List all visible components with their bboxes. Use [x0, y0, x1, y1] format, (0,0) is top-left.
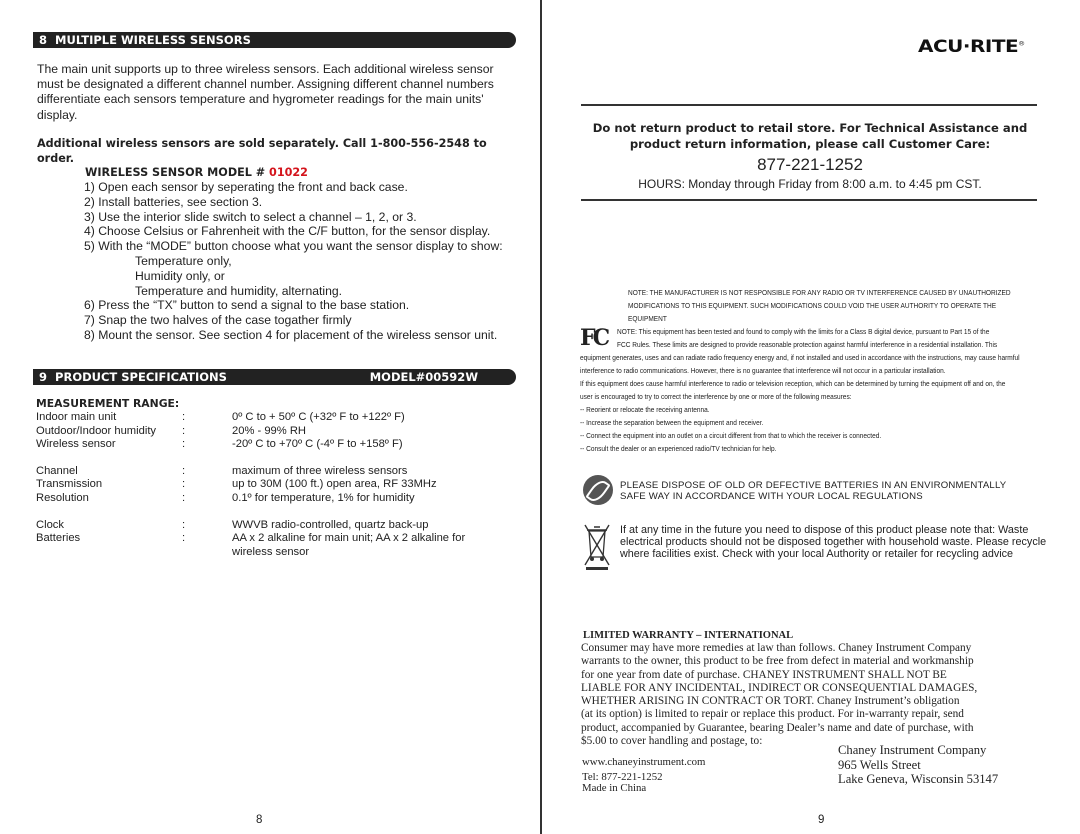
- contact-block: [582, 757, 705, 795]
- spec-colon: :: [182, 532, 186, 544]
- eco-leaf-icon: [583, 475, 613, 505]
- step-item: 3) Use the interior slide switch to select a channel – 1, 2, or 3.: [84, 209, 417, 224]
- spec-colon: :: [182, 411, 186, 423]
- fcc-line: interference to radio communications. However, there is no guarantee that interference will not occur in a particular installation.: [580, 366, 946, 375]
- battery-disposal-notice: [620, 480, 1006, 502]
- fcc-measure: -- Reorient or relocate the receiving antenna.: [580, 405, 710, 414]
- spec-row: [36, 438, 516, 452]
- section-title: PRODUCT SPECIFICATIONS: [55, 370, 227, 384]
- recycling-notice: If at any time in the future you need to dispose of this product please note that: Waste electrical products should not be disposed together with household waste. Please recycle where facilities exist. Check with your local Authority or retailer for recycling advice: [620, 524, 1047, 561]
- acurite-logo: [918, 36, 1025, 56]
- spec-value: 0.1º for temperature, 1% for humidity: [232, 492, 415, 504]
- telephone: Tel: 877-221-1252: [582, 770, 663, 783]
- support-line-2: product return information, please call Customer Care:: [629, 137, 991, 151]
- mailing-address: [838, 743, 998, 787]
- fcc-statement-cont: [580, 351, 1044, 455]
- fcc-line: equipment generates, uses and can radiate radio frequency energy and, if not installed and used in accordance with the instructions, may cause harmful: [580, 353, 1020, 362]
- spec-row: [36, 519, 516, 533]
- spec-colon: :: [182, 465, 186, 477]
- section-8-intro: The main unit supports up to three wireless sensors. Each additional wireless sensor must be designated a different channel number. Assigning different channel numbers differentiate each sensors temperature and hygrometer readings for the main units' display.: [37, 62, 494, 122]
- spec-label: Wireless sensor: [36, 438, 116, 450]
- top-rule: [581, 104, 1037, 106]
- spec-label: Indoor main unit: [36, 411, 117, 423]
- spec-row: [36, 411, 516, 425]
- order-note: [37, 137, 517, 181]
- customer-care-block: [580, 120, 1040, 191]
- section-9-header: [33, 369, 516, 385]
- spec-colon: :: [182, 492, 186, 504]
- measurement-range-title: MEASUREMENT RANGE:: [36, 397, 180, 410]
- step-item: 4) Choose Celsius or Fahrenheit with the C/F button, for the sensor display.: [84, 224, 491, 239]
- model-code: MODEL#00592W: [369, 370, 478, 384]
- spec-label: Transmission: [36, 478, 103, 490]
- street-address: 965 Wells Street: [838, 757, 921, 772]
- warranty-text: [581, 642, 1046, 748]
- dispose-line: SAFE WAY IN ACCORDANCE WITH YOUR LOCAL REGULATIONS: [620, 491, 923, 502]
- step-item: 8) Mount the sensor. See section 4 for placement of the wireless sensor unit.: [84, 327, 498, 342]
- section-title: MULTIPLE WIRELESS SENSORS: [55, 33, 251, 47]
- warranty-line: WHETHER ARISING IN CONTRACT OR TORT. Chaney Instrument’s obligation: [581, 695, 960, 708]
- website-url: www.chaneyinstrument.com: [582, 756, 706, 768]
- mode-option: Temperature only,: [135, 253, 232, 268]
- section-number: 9: [39, 370, 48, 384]
- spec-row: [36, 465, 516, 479]
- support-phone: 877-221-1252: [757, 155, 863, 174]
- spec-colon: :: [182, 478, 186, 490]
- spec-row: [36, 478, 516, 492]
- spec-label: Batteries: [36, 532, 81, 544]
- fcc-line: If this equipment does cause harmful interference to radio or television reception, which can be determined by turning the equipment off and on, the: [580, 379, 1006, 388]
- order-note-text: Additional wireless sensors are sold separately. Call 1-800-556-2548 to order.: [37, 137, 487, 165]
- dispose-line: PLEASE DISPOSE OF OLD OR DEFECTIVE BATTERIES IN AN ENVIRONMENTALLY: [620, 480, 1007, 491]
- warranty-line: warrants to the owner, this product to be free from defect in material and workmanship: [581, 655, 974, 668]
- support-hours: HOURS: Monday through Friday from 8:00 a.m. to 4:45 pm CST.: [638, 177, 982, 191]
- interference-note: NOTE: THE MANUFACTURER IS NOT RESPONSIBLE FOR ANY RADIO OR TV INTERFERENCE CAUSED BY UNAUTHORIZED MODIFICATIONS TO THIS EQUIPMENT. SUCH MODIFICATIONS COULD VOID THE USER AUTHORITY TO OPERATE THE EQUIPMENT: [628, 288, 1011, 323]
- city-state-zip: Lake Geneva, Wisconsin 53147: [838, 772, 999, 786]
- model-number: 01022: [269, 166, 308, 179]
- page-number-left: 8: [256, 814, 263, 826]
- registered-mark: ®: [1018, 40, 1025, 48]
- fcc-logo: FC: [580, 325, 608, 351]
- fcc-line: user is encouraged to try to correct the interference by one or more of the following measures:: [580, 392, 852, 401]
- fcc-line: FCC Rules. These limits are designed to provide reasonable protection against harmful interference in a residential installation. This: [617, 340, 998, 349]
- spec-value: up to 30M (100 ft.) open area, RF 33MHz: [232, 478, 437, 490]
- spec-colon: :: [182, 519, 186, 531]
- spec-value: AA x 2 alkaline for main unit; AA x 2 alkaline for wireless sensor: [232, 532, 466, 558]
- spec-label: Clock: [36, 519, 64, 531]
- section-number: 8: [39, 33, 48, 47]
- fcc-line: NOTE: This equipment has been tested and found to comply with the limits for a Class B digital device, pursuant to Part 15 of the: [617, 327, 990, 336]
- warranty-line: product, accompanied by Guarantee, bearing Dealer’s name and date of purchase, with: [581, 721, 974, 734]
- warranty-title: LIMITED WARRANTY – INTERNATIONAL: [583, 630, 794, 641]
- spec-label: Outdoor/Indoor humidity: [36, 425, 157, 437]
- warranty-line: Consumer may have more remedies at law than follows. Chaney Instrument Company: [581, 642, 972, 654]
- step-item: 1) Open each sensor by seperating the front and back case.: [84, 180, 408, 194]
- spec-row: [36, 425, 516, 439]
- section-8-header: [33, 32, 516, 48]
- spec-colon: :: [182, 425, 186, 437]
- spec-label: Resolution: [36, 492, 89, 504]
- spec-row: [36, 532, 516, 560]
- spec-value: WWVB radio-controlled, quartz back-up: [232, 519, 429, 531]
- spec-row: [36, 492, 516, 506]
- spec-value: maximum of three wireless sensors: [232, 465, 408, 477]
- fcc-measure: -- Consult the dealer or an experienced radio/TV technician for help.: [580, 444, 777, 453]
- page-divider: [540, 0, 542, 834]
- crossed-bin-icon: [583, 521, 611, 571]
- spec-value: 20% - 99% RH: [232, 425, 306, 437]
- model-label: WIRELESS SENSOR MODEL #: [85, 166, 270, 179]
- fcc-statement: [617, 325, 1047, 351]
- setup-steps: [84, 180, 524, 343]
- company-name: Chaney Instrument Company: [838, 743, 987, 757]
- warranty-line: for one year from date of purchase. CHANEY INSTRUMENT SHALL NOT BE: [581, 668, 947, 681]
- support-line-1: Do not return product to retail store. For Technical Assistance and: [592, 121, 1028, 135]
- warranty-line: LIABLE FOR ANY INCIDENTAL, INDIRECT OR CONSEQUENTIAL DAMAGES,: [581, 681, 978, 694]
- mode-option: Temperature and humidity, alternating.: [135, 283, 343, 298]
- bottom-rule: [581, 199, 1037, 201]
- warranty-line: (at its option) is limited to repair or replace this product. For in-warranty repair, send: [581, 708, 964, 721]
- step-item: 7) Snap the two halves of the case togather firmly: [84, 313, 352, 328]
- warranty-line: $5.00 to cover handling and postage, to:: [581, 735, 763, 748]
- fcc-measure: -- Increase the separation between the equipment and receiver.: [580, 418, 764, 427]
- step-item: 5) With the “MODE” button choose what you want the sensor display to show:: [84, 239, 503, 254]
- spec-value: 0º C to + 50º C (+32º F to +122º F): [232, 411, 405, 423]
- fcc-measure: -- Connect the equipment into an outlet on a circuit different from that to which the receiver is connected.: [580, 431, 882, 440]
- page-number-right: 9: [818, 814, 825, 826]
- spec-label: Channel: [36, 465, 78, 477]
- spec-value: -20º C to +70º C (-4º F to +158º F): [232, 438, 403, 450]
- mode-option: Humidity only, or: [135, 268, 225, 283]
- step-item: 6) Press the “TX” button to send a signal to the base station.: [84, 298, 410, 313]
- logo-text: ACU·RITE: [918, 36, 1019, 57]
- made-in: Made in China: [582, 782, 647, 795]
- spec-colon: :: [182, 438, 186, 450]
- step-item: 2) Install batteries, see section 3.: [84, 194, 263, 209]
